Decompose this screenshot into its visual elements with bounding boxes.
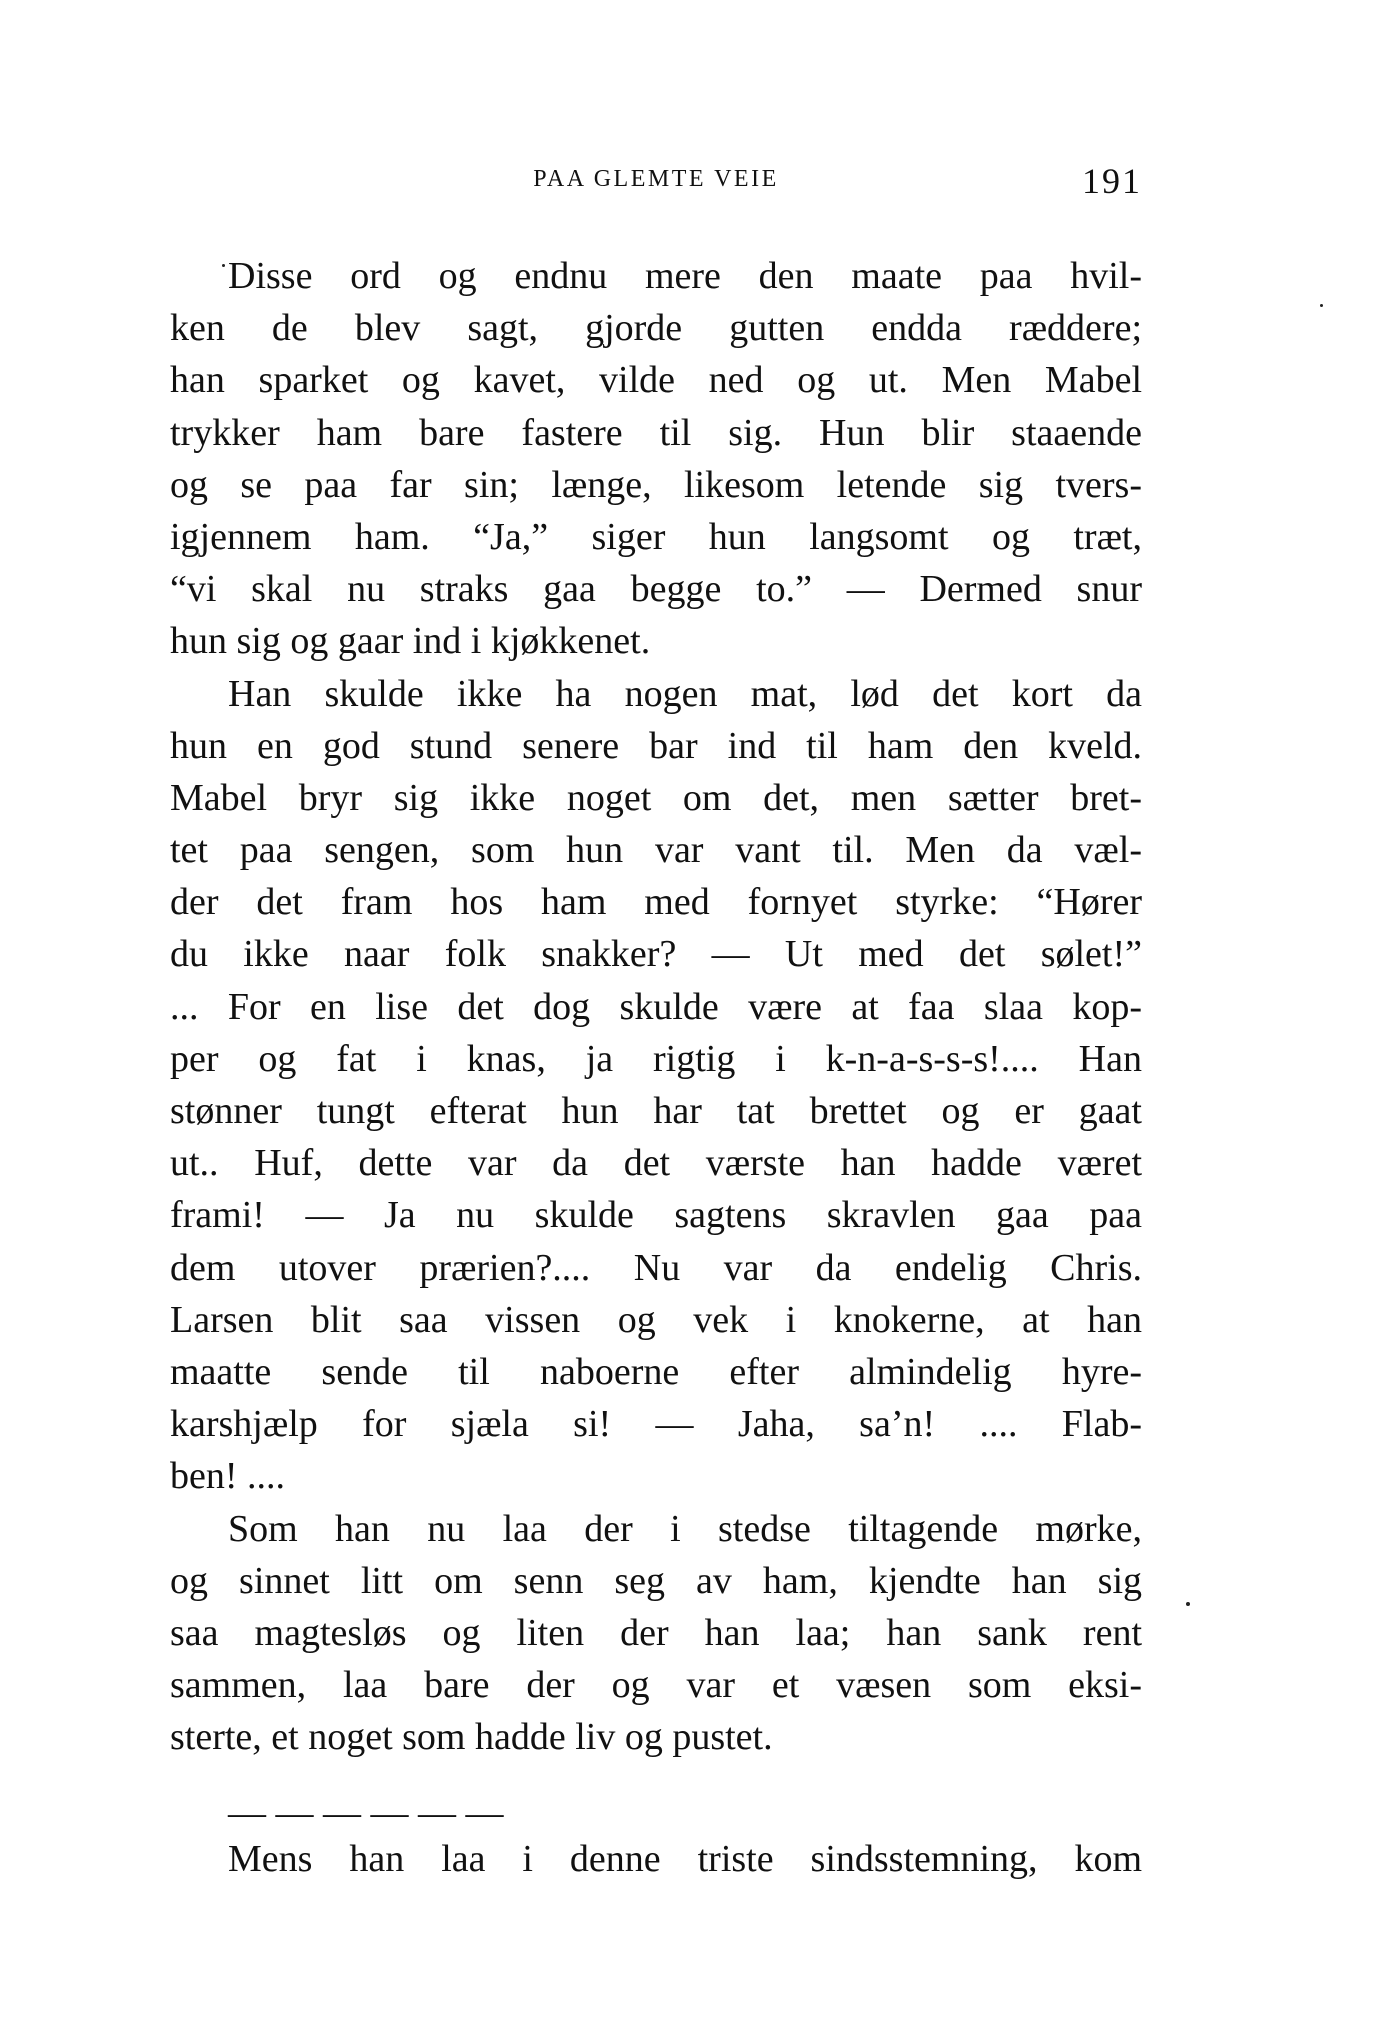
running-title: PAA GLEMTE VEIE bbox=[533, 166, 779, 192]
section-separator: — — — — — — bbox=[228, 1792, 504, 1835]
text-line: ut.. Huf, dette var da det værste han hadde været bbox=[170, 1142, 1142, 1185]
paragraph-3 bbox=[170, 1503, 1142, 1764]
text-line: sterte, et noget som hadde liv og pustet. bbox=[170, 1716, 773, 1759]
text-line: han sparket og kavet, vilde ned og ut. Men Mabel bbox=[170, 359, 1142, 402]
text-line: igjennem ham. “Ja,” siger hun langsomt og træt, bbox=[170, 515, 1142, 558]
text-line: ken de blev sagt, gjorde gutten endda ræddere; bbox=[170, 307, 1142, 350]
text-line: hun en god stund senere bar ind til ham den kveld. bbox=[170, 724, 1142, 767]
text-line: Han skulde ikke ha nogen mat, lød det kort da bbox=[228, 672, 1142, 715]
text-line: per og fat i knas, ja rigtig i k-n-a-s-s-s!.... Han bbox=[170, 1037, 1142, 1080]
text-line: karshjælp for sjæla si! — Jaha, sa’n! .... Flab- bbox=[170, 1403, 1142, 1446]
scan-speck bbox=[222, 264, 225, 267]
paragraph-2 bbox=[170, 668, 1142, 1503]
text-line: sammen, laa bare der og var et væsen som eksi- bbox=[170, 1664, 1142, 1707]
text-line: Som han nu laa der i stedse tiltagende mørke, bbox=[228, 1507, 1142, 1550]
text-line: maatte sende til naboerne efter almindelig hyre- bbox=[170, 1350, 1142, 1393]
scan-speck bbox=[1186, 1602, 1190, 1606]
text-line: tet paa sengen, som hun var vant til. Men da væl- bbox=[170, 829, 1142, 872]
page-number: 191 bbox=[1082, 161, 1142, 201]
text-line: du ikke naar folk snakker? — Ut med det sølet!” bbox=[170, 933, 1142, 976]
text-line: og se paa far sin; længe, likesom letende sig tvers- bbox=[170, 463, 1142, 506]
text-line: Mens han laa i denne triste sindsstemning, kom bbox=[228, 1838, 1142, 1881]
paragraph-1 bbox=[170, 250, 1142, 668]
text-line: frami! — Ja nu skulde sagtens skravlen gaa paa bbox=[170, 1194, 1142, 1237]
text-line: trykker ham bare fastere til sig. Hun blir staaende bbox=[170, 411, 1142, 454]
text-line: “vi skal nu straks gaa begge to.” — Dermed snur bbox=[170, 568, 1142, 611]
scan-speck bbox=[1320, 304, 1323, 307]
text-line: der det fram hos ham med fornyet styrke: “Hører bbox=[170, 881, 1142, 924]
text-line: saa magtesløs og liten der han laa; han sank rent bbox=[170, 1611, 1142, 1654]
text-line: hun sig og gaar ind i kjøkkenet. bbox=[170, 620, 651, 663]
section-separator-row bbox=[170, 1763, 1142, 1833]
text-line: Disse ord og endnu mere den maate paa hvil- bbox=[228, 255, 1142, 297]
body-text bbox=[170, 250, 1142, 1886]
text-line: ... For en lise det dog skulde være at faa slaa kop- bbox=[170, 985, 1142, 1028]
page-header bbox=[170, 161, 1142, 206]
paragraph-4 bbox=[170, 1833, 1142, 1885]
text-line: Larsen blit saa vissen og vek i knokerne, at han bbox=[170, 1298, 1142, 1341]
text-line: Mabel bryr sig ikke noget om det, men sætter bret- bbox=[170, 776, 1142, 819]
text-line: dem utover prærien?.... Nu var da endelig Chris. bbox=[170, 1246, 1142, 1289]
text-line: stønner tungt efterat hun har tat brettet og er gaat bbox=[170, 1090, 1142, 1132]
text-line: ben! .... bbox=[170, 1455, 286, 1498]
text-line: og sinnet litt om senn seg av ham, kjendte han sig bbox=[170, 1559, 1142, 1602]
